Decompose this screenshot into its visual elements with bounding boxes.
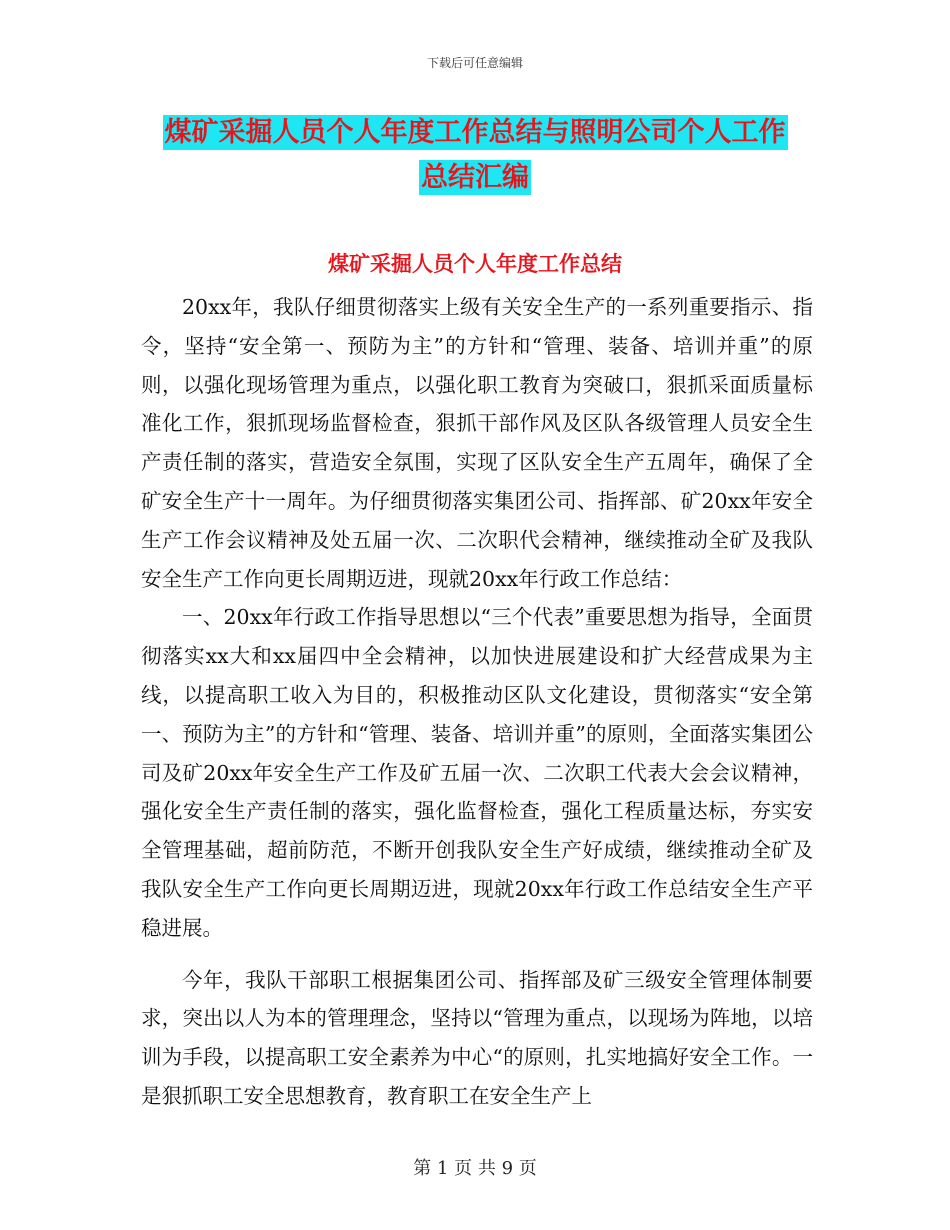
section-title: 煤矿采掘人员个人年度工作总结 [328, 252, 622, 276]
page-indicator: 第 1 页 共 9 页 [413, 1158, 537, 1179]
document-title-line-1: 煤矿采掘人员个人年度工作总结与照明公司个人工作 [164, 117, 786, 148]
body-paragraph-2: 一、20xx年行政工作指导思想以“三个代表”重要思想为指导，全面贯彻落实xx大和xx届四中全会精神，以加快进展建设和扩大经营成果为主线，以提高职工收入为目的，积极推动区队文化建设，贯彻落实“安全第一、预防为主”的方针和“管理、装备、培训并重”的原则，全面落实集团公司及矿20xx年安全生产工作及矿五届一次、二次职工代表大会会议精神，强化安全生产责任制的落实，强化监督检查，强化工程质量达标，夯实安全管理基础，超前防范，不断开创我队安全生产好成绩，继续推动全矿及我队安全生产工作向更长周期迈进，现就20xx年行政工作总结安全生产平稳进展。 [141, 605, 813, 940]
document-title-line-2: 总结汇编 [421, 162, 529, 193]
body-paragraph-3: 今年，我队干部职工根据集团公司、指挥部及矿三级安全管理体制要求，突出以人为本的管理理念，坚持以“管理为重点，以现场为阵地，以培训为手段，以提高职工安全素养为中心“的原则，扎实地搞好安全工作。一是狠抓职工安全思想教育，教育职工在安全生产上 [141, 967, 813, 1108]
body-paragraph-1: 20xx年，我队仔细贯彻落实上级有关安全生产的一系列重要指示、指令，坚持“安全第一、预防为主”的方针和“管理、装备、培训并重”的原则，以强化现场管理为重点，以强化职工教育为突破口，狠抓采面质量标准化工作，狠抓现场监督检查，狠抓干部作风及区队各级管理人员安全生产责任制的落实，营造安全氛围，实现了区队安全生产五周年，确保了全矿安全生产十一周年。为仔细贯彻落实集团公司、指挥部、矿20xx年安全生产工作会议精神及处五届一次、二次职代会精神，继续推动全矿及我队安全生产工作向更长周期迈进，现就20xx年行政工作总结： [141, 295, 813, 591]
document-body [141, 288, 813, 1116]
document-title [0, 110, 950, 200]
header-note: 下载后可任意编辑 [426, 56, 523, 70]
